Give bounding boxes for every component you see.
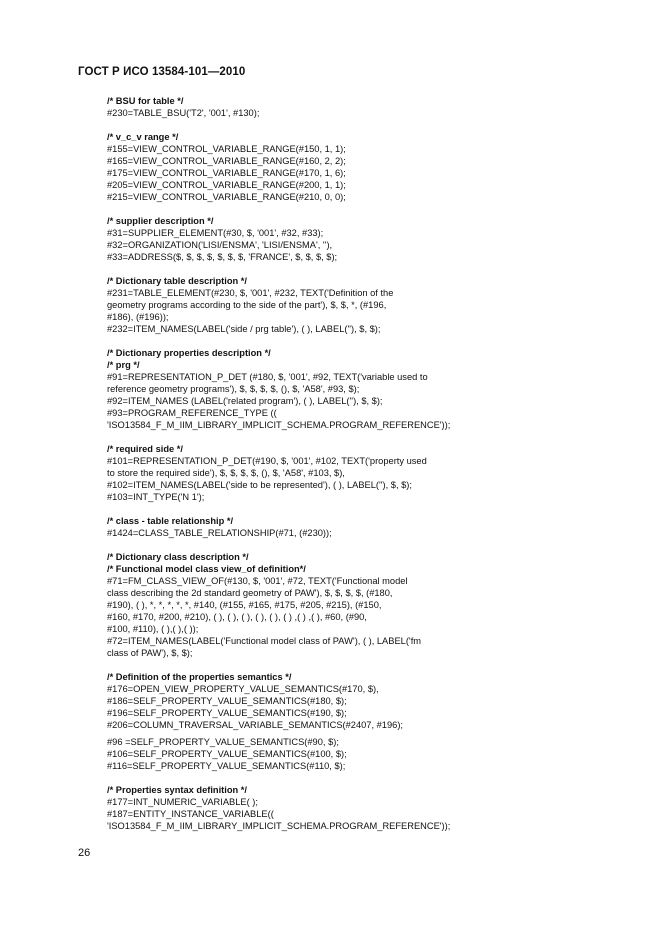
code-line: #91=REPRESENTATION_P_DET (#180, $, '001', #92, TEXT('variable used to — [107, 372, 428, 382]
code-line: #106=SELF_PROPERTY_VALUE_SEMANTICS(#100, $); — [107, 749, 347, 759]
code-line: #187=ENTITY_INSTANCE_VARIABLE(( — [107, 809, 274, 819]
block-comment-heading: /* supplier description */ — [107, 216, 214, 226]
block-comment-heading: /* prg */ — [107, 360, 140, 370]
code-line: #102=ITEM_NAMES(LABEL('side to be represented'), ( ), LABEL(''), $, $); — [107, 480, 412, 490]
code-line: #231=TABLE_ELEMENT(#230, $, '001', #232, TEXT('Definition of the — [107, 288, 394, 298]
block-comment-heading: /* Dictionary properties description */ — [107, 348, 271, 358]
code-block — [107, 671, 627, 731]
block-comment-heading: /* required side */ — [107, 444, 183, 454]
code-line: #206=COLUMN_TRAVERSAL_VARIABLE_SEMANTICS(#2407, #196); — [107, 720, 403, 730]
code-line: #103=INT_TYPE('N 1'); — [107, 492, 205, 502]
code-line: #177=INT_NUMERIC_VARIABLE( ); — [107, 797, 258, 807]
code-line: #33=ADDRESS($, $, $, $, $, $, $, 'FRANCE', $, $, $, $); — [107, 252, 338, 262]
code-line: #100, #110), ( ),( ),( )); — [107, 624, 199, 634]
code-line: #215=VIEW_CONTROL_VARIABLE_RANGE(#210, 0, 0); — [107, 192, 346, 202]
code-line: to store the required side'), $, $, $, $, (), $, 'A58', #103, $), — [107, 468, 345, 478]
code-block — [107, 515, 627, 539]
block-comment-heading: /* Dictionary class description */ — [107, 552, 249, 562]
code-line: #175=VIEW_CONTROL_VARIABLE_RANGE(#170, 1, 6); — [107, 168, 346, 178]
code-line: #92=ITEM_NAMES (LABEL('related program'), ( ), LABEL(''), $, $); — [107, 396, 383, 406]
block-comment-heading: /* Functional model class view_of definition*/ — [107, 564, 306, 574]
code-line: #205=VIEW_CONTROL_VARIABLE_RANGE(#200, 1, 1); — [107, 180, 346, 190]
code-line: geometry programs according to the side of the part'), $, $, *, (#196, — [107, 300, 387, 310]
code-block — [107, 215, 627, 263]
code-line: #101=REPRESENTATION_P_DET(#190, $, '001', #102, TEXT('property used — [107, 456, 427, 466]
block-comment-heading: /* Definition of the properties semantics */ — [107, 672, 292, 682]
block-comment-heading: /* v_c_v range */ — [107, 132, 179, 142]
code-line: class describing the 2d standard geometry of PAW'), $, $, $, $, (#180, — [107, 588, 393, 598]
page-number: 26 — [78, 847, 91, 859]
block-comment-heading: /* class - table relationship */ — [107, 516, 234, 526]
code-line: #72=ITEM_NAMES(LABEL('Functional model class of PAW'), ( ), LABEL('fm — [107, 636, 422, 646]
code-line: #165=VIEW_CONTROL_VARIABLE_RANGE(#160, 2, 2); — [107, 156, 346, 166]
code-line: #160, #170, #200, #210), ( ), ( ), ( ), ( ), ( ), ( ) ,( ) ,( ), #60, (#90, — [107, 612, 367, 622]
code-line: #155=VIEW_CONTROL_VARIABLE_RANGE(#150, 1, 1); — [107, 144, 346, 154]
code-block — [107, 131, 627, 203]
code-line: #31=SUPPLIER_ELEMENT(#30, $, '001', #32, #33); — [107, 228, 324, 238]
code-line: #71=FM_CLASS_VIEW_OF(#130, $, '001', #72, TEXT('Functional model — [107, 576, 408, 586]
code-line: #196=SELF_PROPERTY_VALUE_SEMANTICS(#190, $); — [107, 708, 347, 718]
code-line: #230=TABLE_BSU('T2', '001', #130); — [107, 108, 260, 118]
code-line: #190), ( ), *, *, *, *, *, #140, (#155, #165, #175, #205, #215), (#150, — [107, 600, 382, 610]
code-block — [107, 443, 627, 503]
code-listing — [107, 95, 627, 844]
code-line: #186=SELF_PROPERTY_VALUE_SEMANTICS(#180, $); — [107, 696, 347, 706]
code-block — [107, 551, 627, 659]
code-block — [107, 736, 627, 772]
code-line: class of PAW'), $, $); — [107, 648, 193, 658]
code-block — [107, 275, 627, 335]
code-block — [107, 784, 627, 832]
code-line: 'ISO13584_F_M_IIM_LIBRARY_IMPLICIT_SCHEMA.PROGRAM_REFERENCE')); — [107, 420, 451, 430]
code-line: 'ISO13584_F_M_IIM_LIBRARY_IMPLICIT_SCHEMA.PROGRAM_REFERENCE')); — [107, 821, 451, 831]
code-block — [107, 347, 627, 431]
block-comment-heading: /* Properties syntax definition */ — [107, 785, 248, 795]
code-line: #116=SELF_PROPERTY_VALUE_SEMANTICS(#110, $); — [107, 761, 346, 771]
block-comment-heading: /* BSU for table */ — [107, 96, 184, 106]
code-block — [107, 95, 627, 119]
code-line: #32=ORGANIZATION('LISI/ENSMA', 'LISI/ENSMA', ''), — [107, 240, 333, 250]
code-line: #176=OPEN_VIEW_PROPERTY_VALUE_SEMANTICS(#170, $), — [107, 684, 379, 694]
code-line: #1424=CLASS_TABLE_RELATIONSHIP(#71, (#230)); — [107, 528, 332, 538]
code-line: #93=PROGRAM_REFERENCE_TYPE (( — [107, 408, 277, 418]
code-line: reference geometry programs'), $, $, $, $, (), $, 'A58', #93, $); — [107, 384, 360, 394]
code-line: #96 =SELF_PROPERTY_VALUE_SEMANTICS(#90, $); — [107, 737, 339, 747]
document-header: ГОСТ Р ИСО 13584-101—2010 — [78, 66, 246, 78]
block-comment-heading: /* Dictionary table description */ — [107, 276, 248, 286]
code-line: #186), (#196)); — [107, 312, 169, 322]
code-line: #232=ITEM_NAMES(LABEL('side / prg table'), ( ), LABEL(''), $, $); — [107, 324, 381, 334]
